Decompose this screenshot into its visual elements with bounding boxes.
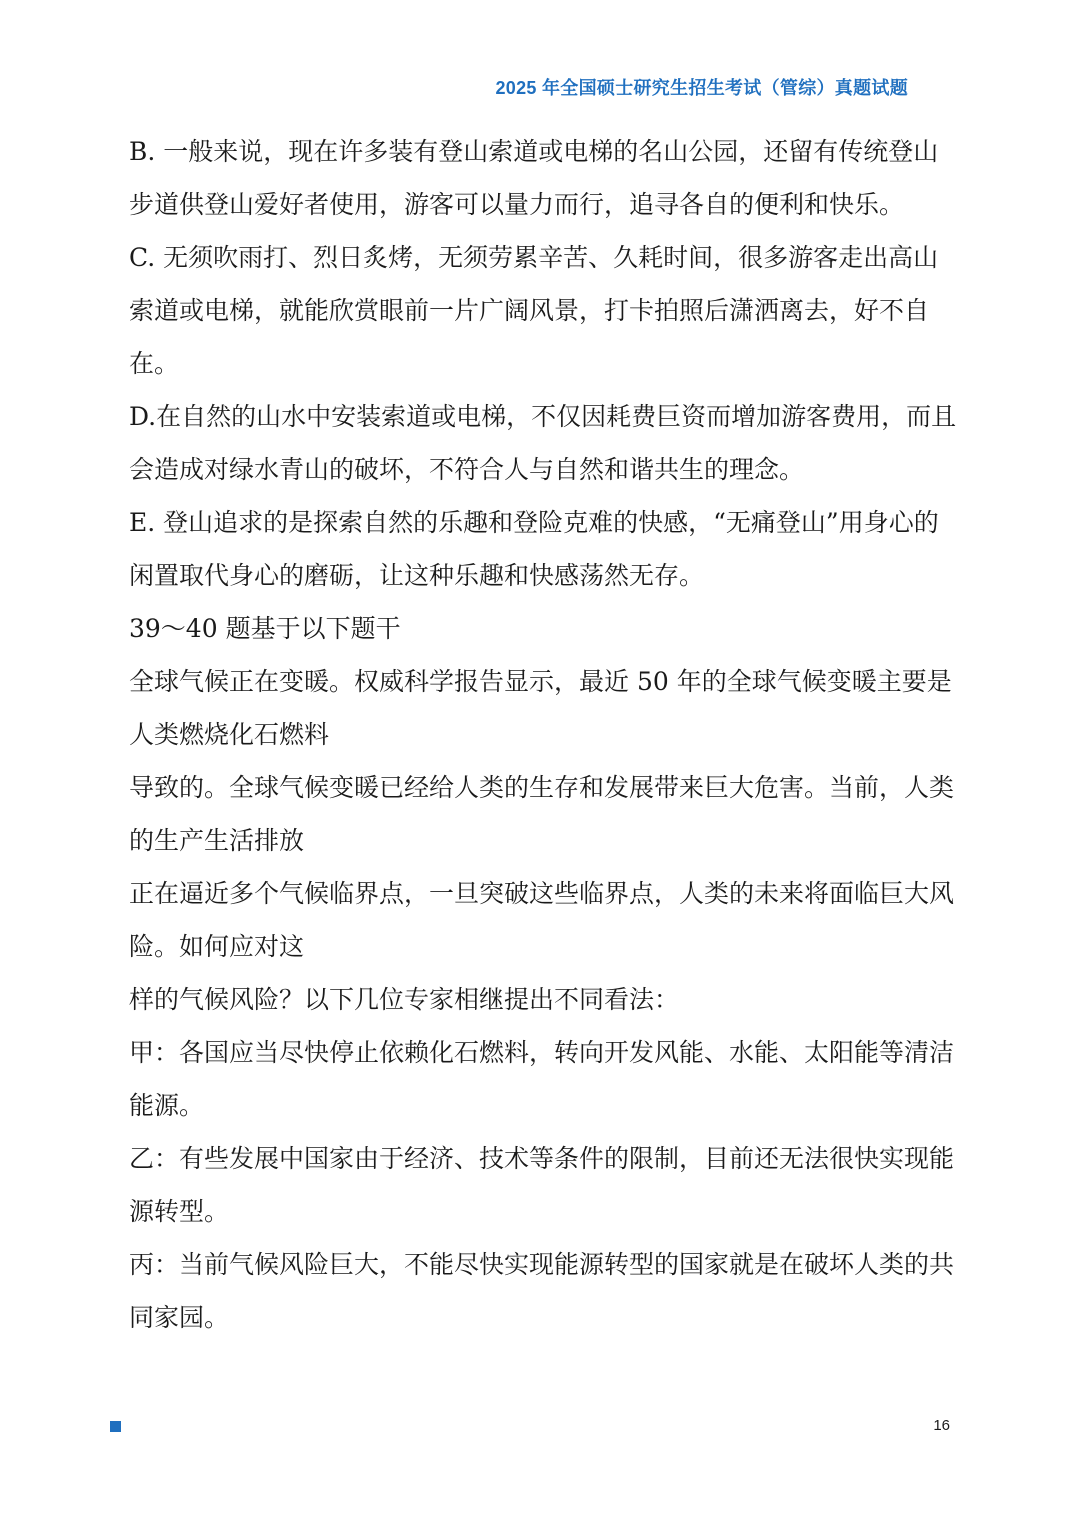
paragraph-option-e: E. 登山追求的是探索自然的乐趣和登险克难的快感，“无痛登山”用身心的闲置取代身心的磨砺，让这种乐趣和快感荡然无存。: [129, 508, 939, 590]
footer-square-icon: [110, 1421, 121, 1432]
stem-paragraph: 全球气候正在变暖。权威科学报告显示，最近 50 年的全球气候变暖主要是人类燃烧化石燃料: [129, 667, 952, 749]
stem-paragraph: 导致的。全球气候变暖已经给人类的生存和发展带来巨大危害。当前，人类的生产生活排放: [129, 773, 955, 855]
paragraph-option-c: C. 无须吹雨打、烈日炙烤，无须劳累辛苦、久耗时间，很多游客走出高山索道或电梯，就能欣赏眼前一片广阔风景，打卡拍照后潇洒离去，好不自在。: [129, 243, 939, 378]
header-title: 2025 年全国硕士研究生招生考试（管综）真题试题: [495, 78, 908, 98]
stem-paragraph: 样的气候风险？以下几位专家相继提出不同看法：: [129, 985, 680, 1014]
body-text: [129, 125, 959, 1344]
paragraph-option-d: D.在自然的山水中安装索道或电梯，不仅因耗费巨资而增加游客费用，而且会造成对绿水青山的破坏，不符合人与自然和谐共生的理念。: [129, 402, 957, 484]
question-stem-heading: 39～40 题基于以下题干: [129, 614, 401, 643]
expert-view-jia: 甲：各国应当尽快停止依赖化石燃料，转向开发风能、水能、太阳能等清洁能源。: [129, 1038, 955, 1120]
expert-view-bing: 丙：当前气候风险巨大，不能尽快实现能源转型的国家就是在破坏人类的共同家园。: [129, 1250, 955, 1332]
stem-paragraph: 正在逼近多个气候临界点，一旦突破这些临界点，人类的未来将面临巨大风险。如何应对这: [129, 879, 955, 961]
paragraph-option-b: B. 一般来说，现在许多装有登山索道或电梯的名山公园，还留有传统登山步道供登山爱好者使用，游客可以量力而行，追寻各自的便利和快乐。: [129, 137, 939, 219]
expert-view-yi: 乙：有些发展中国家由于经济、技术等条件的限制，目前还无法很快实现能源转型。: [129, 1144, 955, 1226]
page-number: 16: [933, 1417, 950, 1434]
